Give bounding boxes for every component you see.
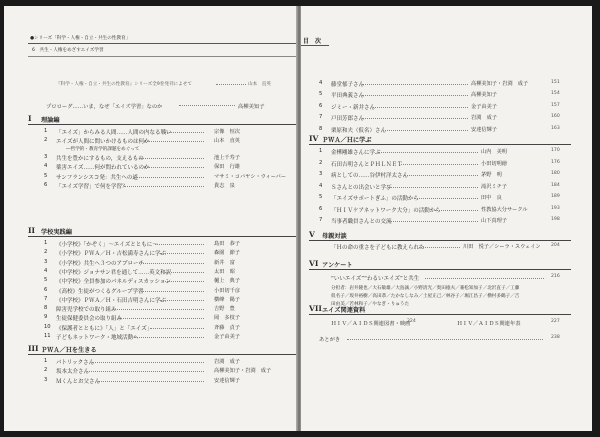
entry-title: 《保護者とともに》「人」と「エイズ」 [56,325,153,332]
entry-number: 9 [44,314,48,321]
entry-author: 安達信輝子 [471,126,497,133]
section-number: I [28,114,32,123]
entry-title: ＨＩＶ／ＡＩＤＳ関連年表 [457,321,521,327]
afterword-title: あとがき [319,337,341,343]
page-number: 176 [551,159,560,165]
volume-label: 6 共生・人権をめざすエイズ学習 [32,48,104,53]
entry-author: 田中 良 [481,195,502,201]
entry-title: 「エイズサポートぎふ」の活動から [331,196,419,202]
page-number: 163 [551,125,560,131]
entry-number: 1 [44,240,48,246]
leader [388,187,478,188]
entry-title: 《中学校》ジョナサン君を通して……英文和訳 [56,269,172,276]
leader [388,221,478,222]
entry-number: 11 [44,333,51,339]
section-title: エイズ関連資料 [322,307,366,314]
entry-number: 1 [44,358,48,364]
entry-number: 2 [44,367,48,374]
entry-title: 子どもネットワーク・地域活動へ [56,335,139,341]
entry-title: “いいエイズ”“わるいエイズ”と共生 [331,276,420,282]
section-title: 学校実践編 [41,229,72,236]
entry-title: 石田吉明さんとＰＨＬＮＥＴ [331,161,403,168]
page-number: 224 [407,319,416,324]
entry-author: 山内 美明 [481,149,507,155]
section-title: 母親対談 [322,233,347,240]
entry-author: 山下真理子 [481,218,507,224]
entry-author: 斉藤 貞子 [214,324,240,331]
entry-number: 5 [44,172,48,179]
section-number: VII [309,304,322,313]
entry-number: 4 [44,267,48,274]
leader [160,300,204,301]
entry-author: 金子由美子 [214,334,240,340]
leader [139,263,204,264]
entry-title: ＨＩＶ／ＡＩＤＳ関連図書・映画 [331,321,411,327]
leader [124,186,204,187]
entry-title: Ｓさんとの出会いと学び [331,184,392,191]
entry-number: 5 [319,91,323,98]
section-header [309,259,571,270]
entry-author: 保田 行雄 [214,164,240,171]
entry-title: 坂本太介さん [56,369,90,376]
page-number: 157 [551,102,560,108]
entry-author: 川田 悦子／シーラ・スウェイン [463,244,541,250]
page-number: 193 [551,205,560,211]
leader [362,95,468,96]
toc-rule [301,45,329,46]
section-number: VI [309,259,319,268]
leader [425,278,544,279]
leader [165,281,204,282]
entry-title: 《小学校》共生へ３つのアプローチ [56,260,145,267]
entry-title: 「エイズ」からみる人間……人間の内なる戦い [56,130,172,136]
entry-author: 高柳美知子・岩渕 成子 [471,81,529,87]
entry-author: 山本 直英 [214,138,240,145]
page-number: 189 [551,194,560,199]
page-number: 227 [551,319,560,324]
entry-number: 3 [44,258,48,265]
contributors-line: 田由美／若林和子／やなぎ・りゅうた [331,302,410,307]
entry-number: 8 [319,125,323,132]
leader [179,105,235,106]
entry-title: サンフランシスコ発：共生への道 [56,174,138,181]
leader [139,291,204,292]
entry-title: 金樺剛雄さんに学ぶ [331,150,381,156]
entry-author: 新井 富 [214,259,235,266]
leader [419,247,460,248]
entry-title: ジミー・新井さん [331,104,376,111]
section-number: III [28,344,39,353]
entry-author: 樋上 典子 [214,278,240,285]
contributors-line: 仮名子／坂井裕樹／高田恭／たかなしなみ／土屋正己／林谷子／堀江昌子／横村多鶴子／吉 [331,294,520,299]
entry-author: 島田 恭子 [214,241,240,247]
entry-number: 6 [319,205,323,212]
entry-author: 小田切明徳 [481,160,507,167]
left-page [4,6,296,431]
series-note: 『科学・人権・自立・共生の性教育』シリーズ全9巻発刊によせて [56,82,192,87]
leader [165,272,204,273]
entry-author: 小田切千彦 [214,287,240,294]
leader [362,84,468,85]
entry-subtitle: ―哲学的・教育学的課題をめぐって [66,146,140,152]
entry-title: 「Ｈの命の重さを子どもに教えられた [331,245,425,251]
entry-title: 当事者職員さんとの交流 [331,219,392,225]
entry-number: 3 [44,376,48,383]
leader [216,84,246,85]
leader [414,198,478,199]
leader [399,164,478,165]
section-header [28,344,296,355]
entry-number: 6 [44,286,48,293]
header-rule-2 [28,56,296,57]
section-number: V [309,230,315,239]
entry-number: 7 [319,114,323,121]
entry-number: 4 [44,163,48,170]
leader [144,167,204,168]
entry-number: 10 [44,323,51,330]
leader [139,158,204,159]
leader [87,371,204,372]
leader [373,107,468,108]
entry-title: 《中学校》全員参加のパネルディスカッション [56,279,171,286]
entry-number: 3 [319,171,323,177]
entry-title: 「ＨＩＶケアネットワーク大分」の活動から [331,207,441,214]
leader [160,253,204,254]
leader [150,328,204,329]
entry-title: 藤堂郁子さん [331,82,365,88]
entry-number: 4 [319,80,323,86]
section-title: ＰＷＡ／Ｈに学ぶ [322,137,372,144]
entry-title: 生徒保健委員会の取り組み [56,316,123,323]
page-number: 180 [551,171,560,176]
section-header [309,304,571,315]
entry-author: 貴志 泉 [214,183,235,189]
entry-number: 2 [319,159,323,166]
entry-number: 1 [44,128,48,134]
section-header [309,134,571,145]
entry-title: 共生を豊かにするもの，支えるもの [56,156,144,163]
entry-title: 「エイズ学習」で何を学習？ [56,184,128,190]
entry-number: 2 [44,137,48,144]
section-number: IV [309,134,319,143]
page-number: 151 [551,80,560,85]
entry-number: 5 [319,194,323,200]
entry-author: 茅野 明 [481,172,502,178]
leader [134,177,204,178]
entry-number: 1 [319,148,323,154]
entry-author: 性教協大分サークル [481,206,528,213]
page-number: 170 [551,148,560,153]
page-number: 204 [551,243,560,248]
leader [113,309,204,310]
entry-title: 《中学校》ＰＷＡ／Ｈ・石田吉明さんに学ぶ [56,297,167,304]
page-number: 238 [551,335,560,340]
header-rule [28,43,296,44]
leader [144,141,204,142]
leader [134,337,204,338]
entry-author: 森園 節子 [214,250,240,257]
leader [98,381,204,382]
series-label: ●シリーズ「科学・人権・自立・共生の性教育」 [30,36,131,41]
entry-author: 滝沢ミチ子 [481,183,507,190]
entry-number: 7 [44,295,48,302]
page-number: 154 [551,91,560,97]
toc-title: 目 次 [302,38,321,45]
entry-title: 戸田芳郎さん [331,116,365,123]
entry-author: 高柳美知子 [471,92,497,99]
leader [92,362,204,363]
leader [347,339,543,340]
entry-author: 岡 多枝子 [214,315,240,322]
entry-number: 4 [319,182,323,189]
entry-number: 3 [44,154,48,161]
entry-author: 金子由美子 [471,103,497,110]
entry-author: マサミ・コバヤシ・ウィーバー [214,173,287,180]
entry-author: 宗像 恒次 [214,129,240,135]
entry-number: 2 [44,249,48,256]
entry-number: 5 [44,277,48,284]
entry-number: 7 [319,217,323,223]
prologue-author: 高柳美知子 [238,104,265,110]
entry-title: 薬害エイズ……何が問われているのか [56,165,150,172]
section-title: ＰＷＡ／Ｈを生きる [41,347,97,354]
contributors-line: 分担者：岩井隆也／大石敏雄／大島誠／小野清光／奥田徳夫／兼松知加子／北沢直子／工藤 [331,286,520,291]
right-page [301,6,592,431]
entry-author: 岩渕 成子 [214,359,240,365]
entry-title: 《高校》生徒がつくるグループ学習 [56,288,144,295]
entry-author: 高柳美知子・岩渕 成子 [214,368,272,375]
entry-author: 岩渕 成子 [471,115,497,122]
page-number: 160 [551,114,560,120]
entry-title: パトリックさん [56,360,95,366]
entry-author: 横峰 陽子 [214,296,240,303]
entry-title: 《小学校》「かぞく」～エイズとともに～ [56,242,158,248]
entry-title: 病としての……谷伊村洋太さん [331,173,409,179]
entry-author: 池上千寿子 [214,155,240,162]
section-header [28,114,296,125]
entry-title: 栗原和夫（仮名）さん [331,127,387,134]
entry-number: 6 [44,182,48,188]
leader [378,152,478,153]
entry-author: 太田 昭 [214,268,235,275]
page-number: 216 [551,274,560,279]
entry-number: 6 [319,102,323,109]
entry-title: 障害児学校での取り組み [56,307,117,314]
leader [435,210,478,211]
leader [165,132,204,133]
entry-title: 平田典義さん [331,93,365,100]
entry-author: 安達信輝子 [214,377,240,384]
section-header [28,226,296,237]
section-title: アンケート [322,262,353,269]
entry-title: 《小学校》ＰＷＡ／Ｈ・吉松満寿さんに学ぶ [56,251,167,258]
leader [155,244,204,245]
entry-title: エイズが人間に問いかけるものは何か [56,139,150,146]
series-note-author: 山本 直英 [248,82,271,87]
section-title: 理論編 [41,117,60,124]
leader [362,118,468,119]
page-number: 198 [551,217,560,222]
entry-number: 8 [44,305,48,312]
prologue-title: プロローグ……いま，なぜ「エイズ学習」なのか [46,104,163,110]
page-number: 184 [551,182,560,188]
entry-title: Ｍくんとお父さん [56,378,101,385]
entry-author: 吉野 豊 [214,306,235,313]
leader [383,130,468,131]
section-number: II [28,226,36,235]
section-header [309,230,571,241]
leader [404,175,478,176]
leader [118,318,204,319]
